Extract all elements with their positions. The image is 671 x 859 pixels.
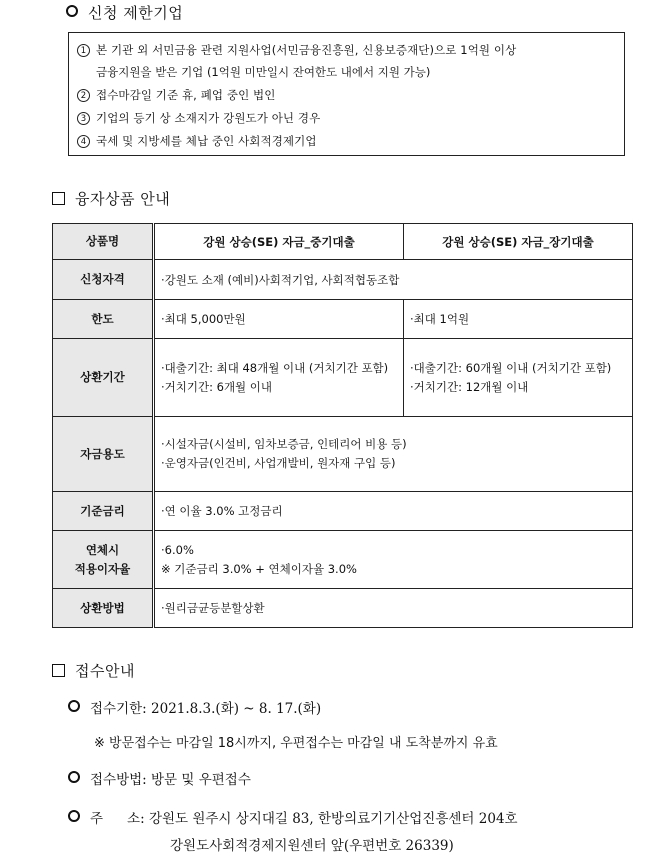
checkbox-square-icon — [52, 664, 65, 677]
label-overdue-rate — [53, 531, 154, 589]
method-value: 방문 및 우편접수 — [151, 772, 251, 788]
loan-period-long: ·대출기간: 60개월 이내 (거치기간 포함) — [410, 360, 612, 375]
application-title: 접수안내 — [75, 662, 135, 680]
loan-period-mid: ·대출기간: 최대 48개월 이내 (거치기간 포함) — [161, 360, 389, 375]
restriction-box — [68, 32, 625, 156]
header-long-term-loan: 강원 상승(SE) 자금_장기대출 — [404, 224, 633, 260]
restriction-item-1-continuation: 금융지원을 받은 기업 (1억원 미만일시 잔여한도 내에서 지원 가능) — [96, 65, 431, 79]
label-overdue-line-1: 연체시 — [85, 542, 120, 557]
restriction-item-4 — [77, 133, 317, 149]
circled-number-icon: 3 — [77, 112, 90, 125]
restriction-item-3 — [77, 110, 320, 126]
restriction-title: 신청 제한기업 — [88, 4, 184, 22]
value-repayment-period-long — [404, 339, 633, 417]
table-header-row — [53, 224, 633, 260]
label-repayment-method: 상환방법 — [53, 589, 154, 628]
application-heading — [52, 660, 135, 681]
restriction-heading — [66, 2, 183, 23]
value-usage — [154, 417, 633, 492]
product-title: 융자상품 안내 — [75, 190, 171, 208]
method-label: 접수방법: — [90, 772, 147, 788]
usage-facility: ·시설자금(시설비, 임차보증금, 인테리어 비용 등) — [161, 437, 407, 451]
deadline-line — [68, 697, 321, 717]
address-label-ju: 주 — [90, 811, 104, 827]
restriction-item-text: 기업의 등기 상 소재지가 강원도가 아닌 경우 — [96, 111, 321, 125]
restriction-item-text: 본 기관 외 서민금융 관련 지원사업(서민금융진흥원, 신용보증재단)으로 1억원 이상 — [96, 43, 517, 57]
deadline-label: 접수기한: — [90, 701, 147, 717]
value-base-rate: ·연 이율 3.0% 고정금리 — [154, 492, 633, 531]
address-line — [68, 807, 518, 827]
label-overdue-line-2: 적용이자율 — [74, 561, 131, 576]
value-limit-mid: ·최대 5,000만원 — [154, 300, 404, 339]
restriction-item-2 — [77, 87, 275, 103]
hollow-circle-bullet-icon — [68, 810, 80, 822]
grace-period-mid: ·거치기간: 6개월 이내 — [161, 379, 273, 394]
loan-product-table — [52, 223, 633, 628]
method-line — [68, 768, 251, 788]
usage-operating: ·운영자금(인건비, 사업개발비, 원자재 구입 등) — [161, 456, 396, 470]
hollow-circle-bullet-icon — [68, 771, 80, 783]
deadline-note: ※ 방문접수는 마감일 18시까지, 우편접수는 마감일 내 도착분까지 유효 — [94, 736, 498, 751]
row-repayment-method — [53, 589, 633, 628]
deadline-value: 2021.8.3.(화) ~ 8. 17.(화) — [151, 701, 322, 717]
restriction-item-text: 국세 및 지방세를 체납 중인 사회적경제기업 — [96, 134, 317, 148]
address-line-1: 강원도 원주시 상지대길 83, 한방의료기기산업진흥센터 204호 — [148, 811, 518, 827]
restriction-item-text: 접수마감일 기준 휴, 폐업 중인 법인 — [96, 88, 276, 102]
checkbox-square-icon — [52, 192, 65, 205]
row-overdue-rate — [53, 531, 633, 589]
label-limit: 한도 — [53, 300, 154, 339]
hollow-circle-bullet-icon — [68, 700, 80, 712]
header-mid-term-loan: 강원 상승(SE) 자금_중기대출 — [154, 224, 404, 260]
circled-number-icon: 4 — [77, 135, 90, 148]
value-eligibility: ·강원도 소재 (예비)사회적기업, 사회적협동조합 — [154, 260, 633, 300]
overdue-rate-note: ※ 기준금리 3.0% + 연체이자율 3.0% — [161, 561, 357, 576]
row-limit — [53, 300, 633, 339]
grace-period-long: ·거치기간: 12개월 이내 — [410, 379, 529, 394]
restriction-item-1 — [77, 42, 516, 58]
address-label-so: 소: — [127, 811, 145, 827]
circled-number-icon: 1 — [77, 44, 90, 57]
row-base-rate — [53, 492, 633, 531]
label-base-rate: 기준금리 — [53, 492, 154, 531]
label-eligibility: 신청자격 — [53, 260, 154, 300]
overdue-rate-value: ·6.0% — [161, 542, 194, 557]
label-usage: 자금용도 — [53, 417, 154, 492]
header-product-name: 상품명 — [53, 224, 154, 260]
product-heading — [52, 188, 170, 209]
address-line-2: 강원도사회적경제지원센터 앞(우편번호 26339) — [170, 838, 454, 854]
row-repayment-period — [53, 339, 633, 417]
label-repayment-period: 상환기간 — [53, 339, 154, 417]
value-overdue-rate — [154, 531, 633, 589]
row-usage — [53, 417, 633, 492]
row-eligibility — [53, 260, 633, 300]
value-repayment-method: ·원리금균등분할상환 — [154, 589, 633, 628]
value-limit-long: ·최대 1억원 — [404, 300, 633, 339]
circled-number-icon: 2 — [77, 89, 90, 102]
value-repayment-period-mid — [154, 339, 404, 417]
hollow-circle-bullet-icon — [66, 5, 78, 17]
